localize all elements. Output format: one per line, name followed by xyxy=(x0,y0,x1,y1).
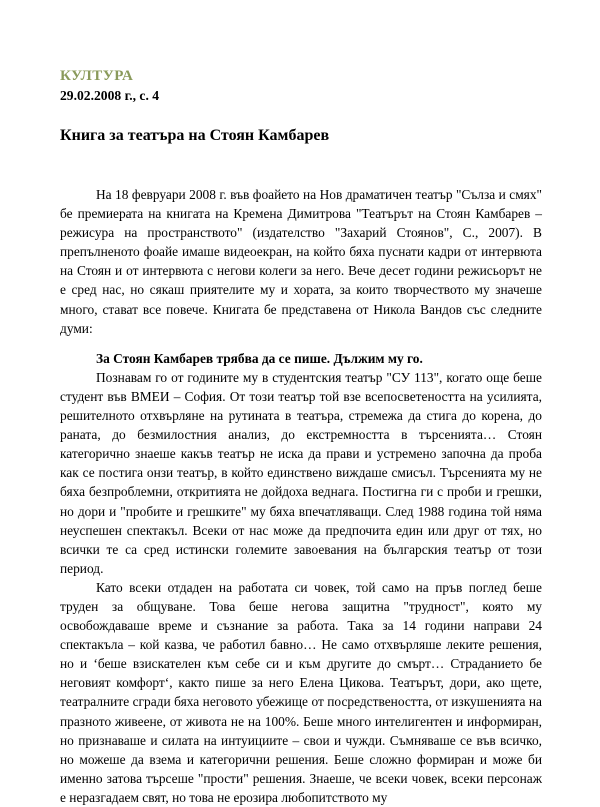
article-page xyxy=(60,66,542,807)
intro-paragraph: На 18 февруари 2008 г. във фоайето на Нов драматичен театър "Сълза и смях" бе премиерата на книгата на Кремена Димитрова "Театърът на Стоян Камбарев – режисура на пространството" (издателство "Захарий Стоянов", С., 2007). В препълненото фоайе имаше видеоекран, на който бяха пуснати кадри от интервюта на Стоян и от интервюта с негови колеги за него. Вече десет години режисьорът не е сред нас, но сякаш приятелите му и хората, за които творчеството му значеше много, стават все повече. Книгата бе представена от Никола Вандов със следните думи: xyxy=(60,187,542,336)
body-paragraph: Познавам го от годините му в студентския театър "СУ 113", когато още беше студент във ВМЕИ – София. От този театър той взе всепосветеността на усилията, решителното отхвърляне на рутината в театъра, стремежа да стига до корена, до раната, до безмилостния анализ, до екстремността в търсенията… Стоян категорично знаеше какъв театър не иска да прави и устремено започна да проба как се постига онзи театър, в който единствено виждаше смисъл. Търсенията му не бяха безпроблемни, откритията не дойдоха веднага. Постигна ги с проби и грешки, но дори и "пробите и грешките" му бяха впечатляващи. След 1988 година той няма неуспешен спектакъл. Всеки от нас може да предпочита един или друг от тях, но всички те са сред истински големите завоевания на българския театър от този период. xyxy=(60,369,542,576)
article-title: Книга за театъра на Стоян Камбарев xyxy=(60,127,330,144)
publication-date: 29.02.2008 г., с. 4 xyxy=(60,88,160,103)
section-label: КУЛТУРА xyxy=(60,68,134,84)
article-body xyxy=(60,185,542,807)
body-paragraph: Като всеки отдаден на работата си човек, той само на пръв поглед беше труден за общуване. Това беше негова защитна "трудност", която му освобождаваше време и съзнание за работа. Така за 14 години направи 24 спектакъла – кой казва, че работил бавно… Не само отхвърляше леките решения, но и ‘беше взискателен към себе си и към другите до смърт… Страданието бе неговият комфорт‘, както пише за него Елена Цикова. Театърът, дори, ако щете, театралните сгради бяха неговото убежище от посредствеността, от изкушенията на празното живеене, от живота не на 100%. Беше много интелигентен и информиран, но признаваше и силата на интуициите – свои и чужди. Съмняваше се във всичко, но можеше да взема и категорични решения. Беше сложно формиран и може би именно затова търсеше "прости" решения. Знаеше, че всеки човек, всеки персонаж е неразгадаем свят, но това не ерозира любопитството му xyxy=(60,579,542,805)
subheading: За Стоян Камбарев трябва да се пише. Дължим му го. xyxy=(96,350,423,366)
